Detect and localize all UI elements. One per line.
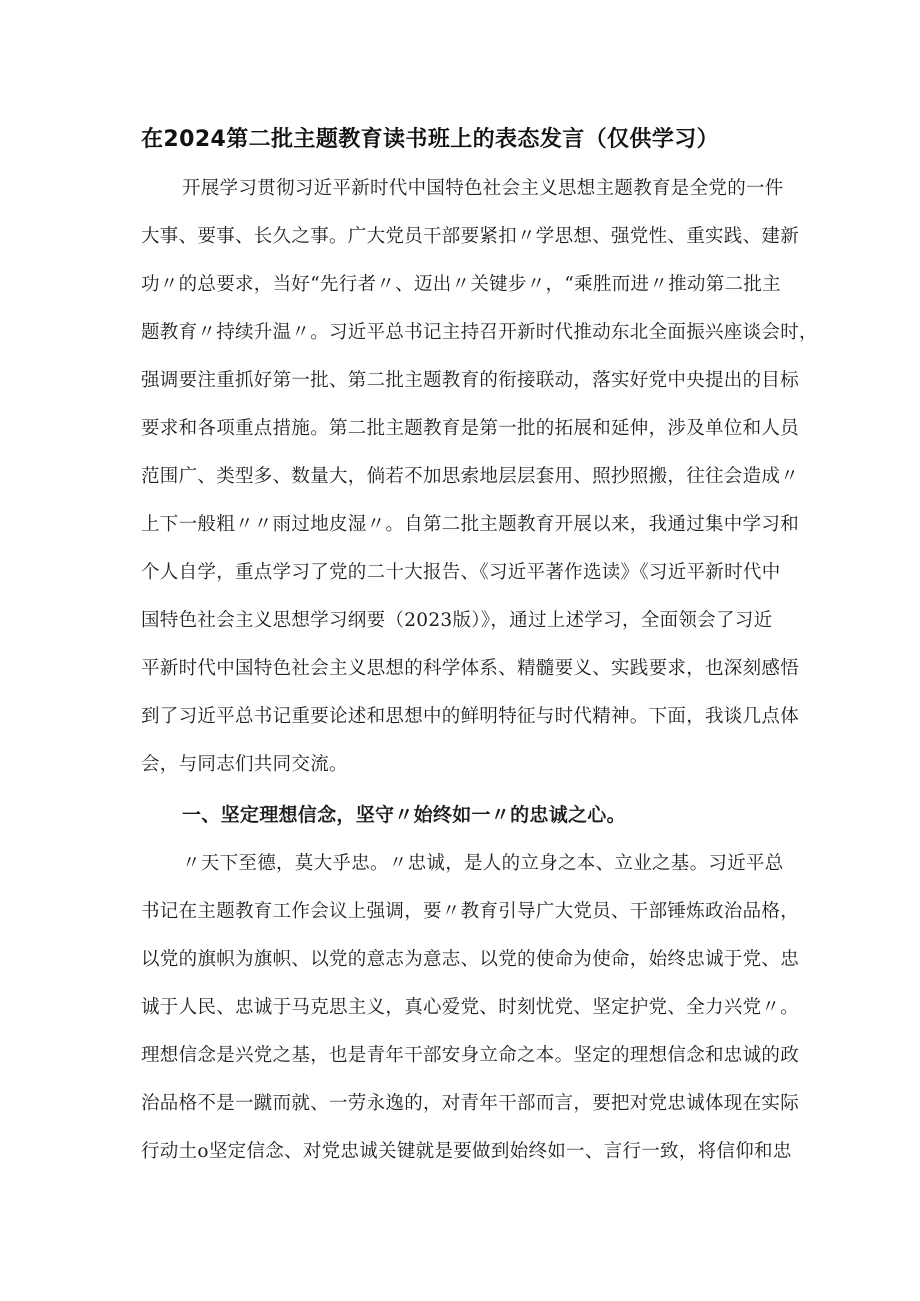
paragraph-line: 开展学习贯彻习近平新时代中国特色社会主义思想主题教育是全党的一件: [182, 178, 784, 199]
paragraph-line: 上下一般粗〃〃雨过地皮湿〃。自第二批主题教育开展以来，我通过集中学习和: [141, 514, 800, 535]
paragraph-line: 理想信念是兴党之基，也是青年干部安身立命之本。坚定的理想信念和忠诚的政: [141, 1045, 800, 1066]
paragraph-line: 个人自学，重点学习了党的二十大报告、《习近平著作选读》《习近平新时代中: [141, 562, 781, 583]
paragraph-line: 诚于人民、忠诚于马克思主义，真心爱党、时刻忧党、坚定护党、全力兴党〃。: [141, 997, 800, 1018]
paragraph-line: 国特色社会主义思想学习纲要（2023版）》，通过上述学习，全面领会了习近: [141, 610, 773, 631]
paragraph-line: 以党的旗帜为旗帜、以党的意志为意志、以党的使命为使命，始终忠诚于党、忠: [141, 949, 800, 970]
paragraph-line: 会，与同志们共同交流。: [141, 754, 348, 775]
paragraph-line: 大事、要事、长久之事。广大党员干部要紧扣〃学思想、强党性、重实践、建新: [141, 226, 800, 247]
paragraph-line: 治品格不是一蹴而就、一劳永逸的，对青年干部而言，要把对党忠诚体现在实际: [141, 1093, 800, 1114]
paragraph-line: 〃天下至德，莫大乎忠。〃忠诚，是人的立身之本、立业之基。习近平总: [182, 853, 784, 874]
paragraph-line: 书记在主题教育工作会议上强调，要〃教育引导广大党员、干部锤炼政治品格，: [141, 901, 800, 922]
paragraph-line: 平新时代中国特色社会主义思想的科学体系、精髓要义、实践要求，也深刻感悟: [141, 658, 800, 679]
document-title: 在2024第二批主题教育读书班上的表态发言（仅供学习）: [141, 127, 720, 152]
paragraph-line: 到了习近平总书记重要论述和思想中的鲜明特征与时代精神。下面，我谈几点体: [141, 706, 800, 727]
paragraph-line: 范围广、类型多、数量大，倘若不加思索地层层套用、照抄照搬，往往会造成〃: [141, 466, 800, 487]
paragraph-line: 功〃的总要求，当好“先行者〃、迈出〃关键步〃，“乘胜而进〃推动第二批主: [141, 274, 781, 295]
paragraph-line: 题教育〃持续升温〃。习近平总书记主持召开新时代推动东北全面振兴座谈会时，: [141, 322, 818, 343]
paragraph-line: 强调要注重抓好第一批、第二批主题教育的衔接联动，落实好党中央提出的目标: [141, 370, 800, 391]
paragraph-line: 要求和各项重点措施。第二批主题教育是第一批的拓展和延伸，涉及单位和人员: [141, 418, 800, 439]
section-heading: 一、坚定理想信念，坚守〃始终如一〃的忠诚之心。: [182, 804, 626, 826]
paragraph-line: 行动土o坚定信念、对党忠诚关键就是要做到始终如一、言行一致，将信仰和忠: [141, 1141, 792, 1162]
